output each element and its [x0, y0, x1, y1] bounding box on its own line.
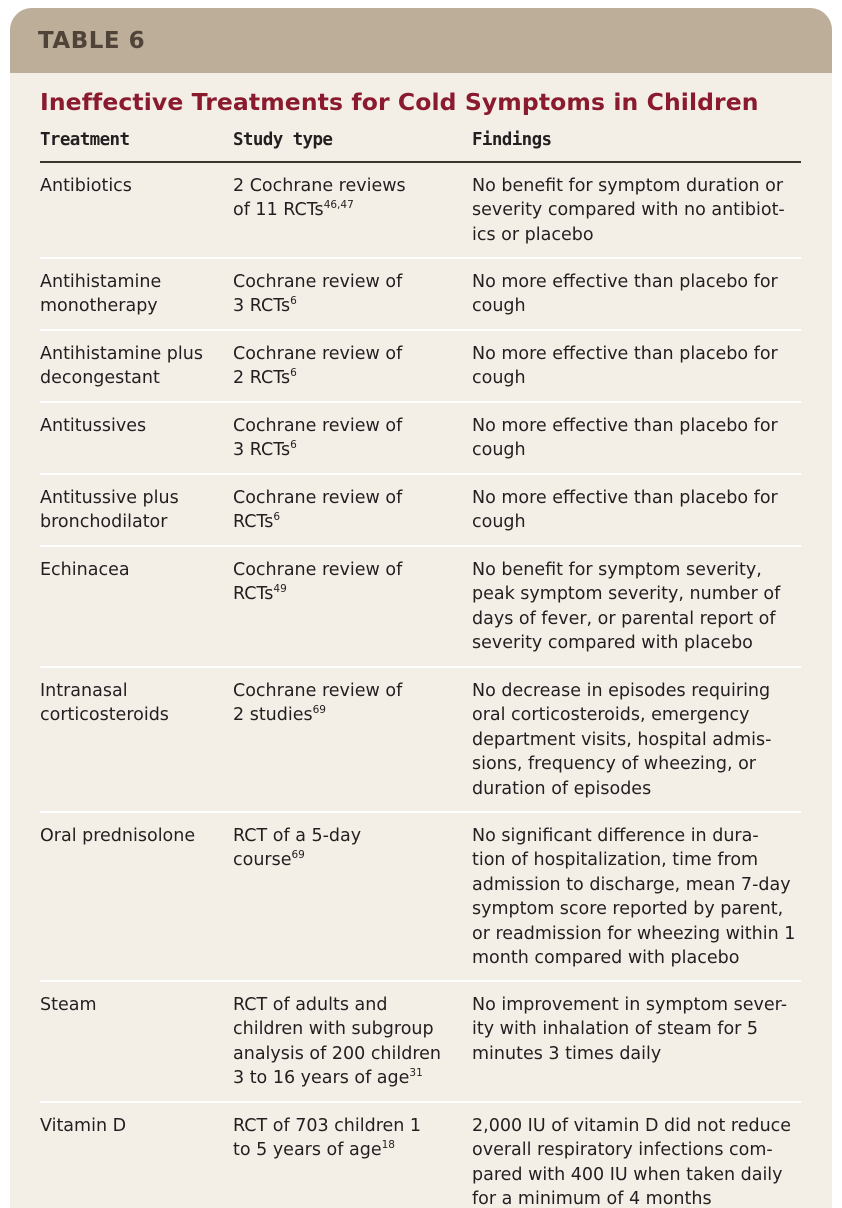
table-title: Ineffective Treatments for Cold Symptoms in Children	[40, 88, 759, 116]
column-header-treatment: Treatment	[40, 130, 130, 150]
study-type-text: Cochrane review of	[233, 488, 403, 508]
findings-line: severity compared with no antibiot-	[472, 200, 785, 221]
findings-cell	[472, 414, 804, 463]
reference-superscript: 6	[290, 439, 297, 452]
table-row	[40, 668, 801, 813]
study-type-text: children with subgroup	[233, 1019, 434, 1040]
treatment-cell	[40, 558, 230, 582]
study-type-text: RCT of 703 children 1	[233, 1116, 422, 1136]
study-type-cell	[233, 174, 458, 223]
table-row	[40, 475, 801, 547]
findings-cell	[472, 342, 804, 391]
treatment-cell	[40, 486, 230, 535]
findings-line: admission to discharge, mean 7-day	[472, 874, 791, 895]
study-type-text: RCT of a 5-day	[233, 826, 362, 846]
study-type-cell	[233, 679, 458, 728]
reference-superscript: 69	[291, 849, 305, 862]
findings-line: department visits, hospital admis-	[472, 729, 772, 750]
findings-line: No more effective than placebo for	[472, 344, 778, 364]
findings-line: cough	[472, 440, 526, 461]
reference-superscript: 6	[290, 295, 297, 308]
study-type-text: 2 Cochrane reviews	[233, 176, 406, 196]
findings-line: ics or placebo	[472, 224, 594, 245]
study-type-text: of 11 RCTs	[233, 200, 324, 221]
study-type-line	[233, 679, 458, 703]
study-type-line	[233, 1042, 458, 1066]
findings-line: peak symptom severity, number of	[472, 584, 781, 605]
treatment-line: decongestant	[40, 368, 160, 389]
findings-cell	[472, 993, 804, 1066]
findings-line: No decrease in episodes requiring	[472, 681, 771, 701]
findings-cell	[472, 824, 804, 970]
table-row	[40, 1103, 801, 1208]
reference-superscript: 6	[290, 367, 297, 380]
study-type-line	[233, 558, 458, 582]
findings-cell	[472, 558, 804, 656]
table-row	[40, 813, 801, 982]
study-type-line	[233, 174, 458, 198]
table-row	[40, 403, 801, 475]
study-type-line	[233, 1114, 458, 1138]
findings-line: for a minimum of 4 months	[472, 1189, 712, 1208]
findings-cell	[472, 486, 804, 535]
study-type-line	[233, 1017, 458, 1041]
study-type-line	[233, 366, 458, 390]
findings-line: cough	[472, 368, 526, 389]
findings-line: overall respiratory infections com-	[472, 1140, 773, 1161]
study-type-text: Cochrane review of	[233, 272, 403, 292]
table-card	[10, 8, 832, 1208]
findings-line: No more effective than placebo for	[472, 488, 778, 508]
table-header-bar	[10, 8, 832, 73]
study-type-line	[233, 342, 458, 366]
study-type-text: Cochrane review of	[233, 560, 403, 580]
reference-superscript: 46,47	[323, 199, 354, 212]
study-type-text: Cochrane review of	[233, 416, 403, 436]
findings-line: 2,000 IU of vitamin D did not reduce	[472, 1116, 792, 1136]
treatment-line: Antibiotics	[40, 176, 132, 196]
findings-cell	[472, 679, 804, 801]
findings-line: No improvement in symptom sever-	[472, 995, 788, 1015]
study-type-line	[233, 1066, 458, 1090]
table-row	[40, 547, 801, 668]
findings-line: cough	[472, 296, 526, 317]
treatment-cell	[40, 824, 230, 848]
study-type-text: 3 RCTs	[233, 296, 291, 317]
treatment-line: Vitamin D	[40, 1116, 127, 1136]
findings-line: minutes 3 times daily	[472, 1043, 662, 1064]
study-type-line	[233, 438, 458, 462]
study-type-cell	[233, 824, 458, 873]
study-type-text: Cochrane review of	[233, 344, 403, 364]
treatment-line: Antitussives	[40, 416, 147, 436]
treatment-cell	[40, 1114, 230, 1138]
findings-line: sions, frequency of wheezing, or	[472, 754, 756, 775]
findings-line: No more effective than placebo for	[472, 272, 778, 292]
treatment-line: bronchodilator	[40, 512, 168, 533]
study-type-text: RCTs	[233, 512, 274, 533]
treatment-cell	[40, 414, 230, 438]
findings-line: No significant difference in dura-	[472, 826, 759, 846]
study-type-text: RCT of adults and	[233, 995, 388, 1015]
findings-line: No benefit for symptom severity,	[472, 560, 762, 580]
study-type-text: course	[233, 850, 292, 871]
findings-line: days of fever, or parental report of	[472, 608, 776, 629]
table-row	[40, 331, 801, 403]
study-type-cell	[233, 1114, 458, 1163]
study-type-cell	[233, 414, 458, 463]
study-type-line	[233, 270, 458, 294]
column-header-findings: Findings	[472, 130, 552, 150]
findings-line: No benefit for symptom duration or	[472, 176, 784, 196]
study-type-line	[233, 414, 458, 438]
study-type-text: to 5 years of age	[233, 1140, 382, 1161]
findings-line: duration of episodes	[472, 778, 652, 799]
treatment-line: Steam	[40, 995, 97, 1015]
findings-line: severity compared with placebo	[472, 633, 753, 654]
study-type-line	[233, 510, 458, 534]
reference-superscript: 18	[381, 1139, 395, 1152]
study-type-text: Cochrane review of	[233, 681, 403, 701]
reference-superscript: 6	[273, 511, 281, 524]
study-type-line	[233, 703, 458, 727]
study-type-text: RCTs	[233, 584, 274, 605]
study-type-text: 2 RCTs	[233, 368, 291, 389]
findings-line: ity with inhalation of steam for 5	[472, 1019, 759, 1040]
study-type-line	[233, 993, 458, 1017]
study-type-cell	[233, 558, 458, 607]
treatment-line: corticosteroids	[40, 705, 169, 726]
study-type-text: 3 RCTs	[233, 440, 291, 461]
study-type-line	[233, 582, 458, 606]
findings-cell	[472, 174, 804, 247]
findings-line: symptom score reported by parent,	[472, 899, 784, 920]
treatment-cell	[40, 342, 230, 391]
study-type-line	[233, 1138, 458, 1162]
findings-cell	[472, 270, 804, 319]
treatment-line: Antihistamine plus	[40, 344, 203, 364]
study-type-cell	[233, 486, 458, 535]
reference-superscript: 69	[312, 704, 326, 717]
study-type-line	[233, 486, 458, 510]
study-type-line	[233, 848, 458, 872]
treatment-line: Antitussive plus	[40, 488, 179, 508]
study-type-text: analysis of 200 children	[233, 1043, 442, 1064]
study-type-line	[233, 824, 458, 848]
table-row	[40, 982, 801, 1103]
reference-superscript: 49	[273, 583, 287, 596]
treatment-line: Antihistamine	[40, 272, 162, 292]
treatment-line: Oral prednisolone	[40, 826, 196, 846]
treatment-cell	[40, 679, 230, 728]
column-header-study-type: Study type	[233, 130, 333, 150]
table-row	[40, 259, 801, 331]
treatment-line: Intranasal	[40, 681, 128, 701]
findings-cell	[472, 1114, 804, 1208]
treatment-line: Echinacea	[40, 560, 130, 580]
findings-line: No more effective than placebo for	[472, 416, 778, 436]
findings-line: pared with 400 IU when taken daily	[472, 1164, 783, 1185]
findings-line: month compared with placebo	[472, 948, 740, 969]
study-type-line	[233, 198, 458, 222]
treatment-cell	[40, 270, 230, 319]
study-type-line	[233, 294, 458, 318]
study-type-cell	[233, 270, 458, 319]
reference-superscript: 31	[409, 1067, 423, 1080]
treatment-cell	[40, 993, 230, 1017]
study-type-text: 2 studies	[233, 705, 313, 726]
findings-line: tion of hospitalization, time from	[472, 850, 759, 871]
study-type-cell	[233, 993, 458, 1091]
study-type-cell	[233, 342, 458, 391]
findings-line: oral corticosteroids, emergency	[472, 705, 750, 726]
findings-line: or readmission for wheezing within 1	[472, 923, 796, 944]
findings-line: cough	[472, 512, 526, 533]
table-row	[40, 163, 801, 259]
table-label: TABLE 6	[38, 27, 146, 54]
study-type-text: 3 to 16 years of age	[233, 1068, 410, 1089]
treatment-line: monotherapy	[40, 296, 158, 317]
treatment-cell	[40, 174, 230, 198]
